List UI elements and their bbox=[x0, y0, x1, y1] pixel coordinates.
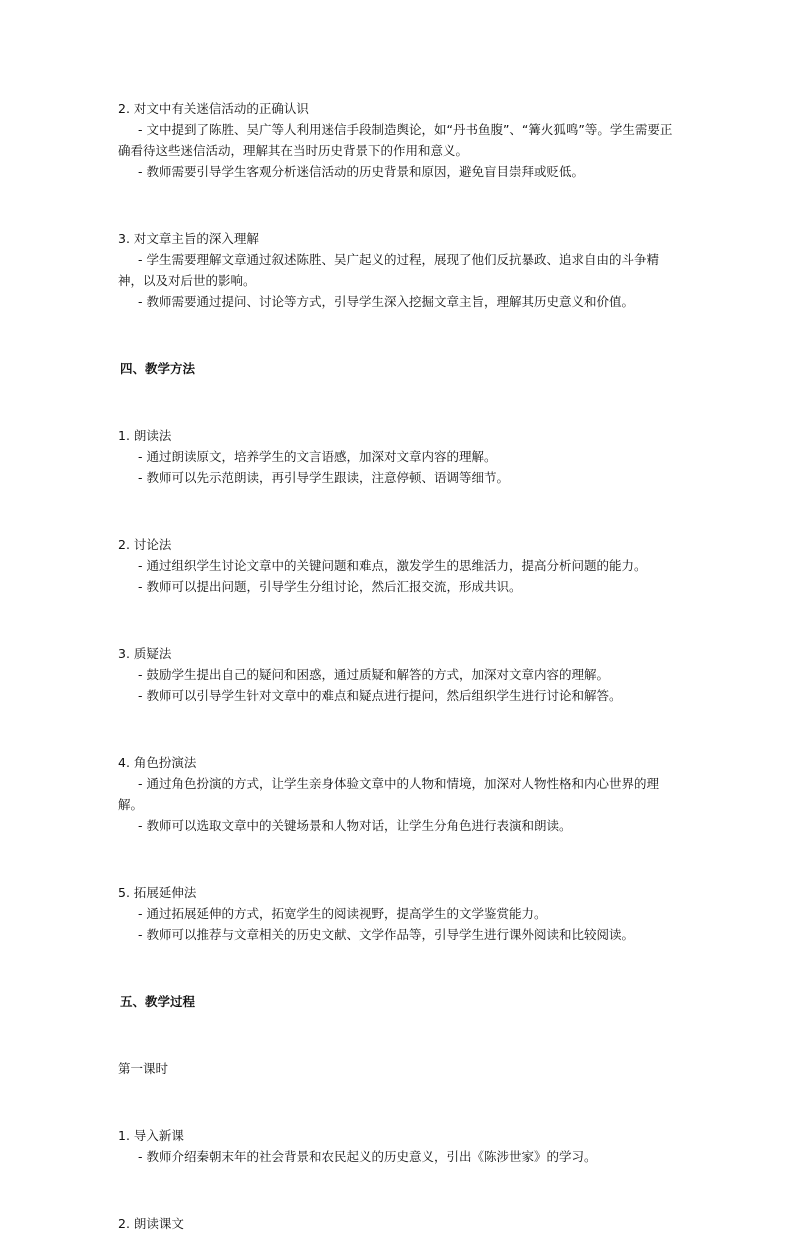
paragraph-gap bbox=[118, 501, 678, 522]
paragraph-gap bbox=[118, 958, 678, 979]
paragraph-gap bbox=[118, 610, 678, 631]
bullet-paragraph: - 通过角色扮演的方式，让学生亲身体验文章中的人物和情境，加深对人物性格和内心世界的理解。 bbox=[118, 776, 659, 812]
bullet-paragraph: - 教师可以选取文章中的关键场景和人物对话，让学生分角色进行表演和朗读。 bbox=[138, 818, 572, 833]
section-heading: 四、教学方法 bbox=[120, 361, 196, 376]
bullet-paragraph: - 教师可以先示范朗读，再引导学生跟读，注意停顿、语调等细节。 bbox=[138, 470, 509, 485]
bullet-paragraph: - 教师需要引导学生客观分析迷信活动的历史背景和原因，避免盲目崇拜或贬低。 bbox=[138, 164, 584, 179]
bullet-paragraph: - 学生需要理解文章通过叙述陈胜、吴广起义的过程，展现了他们反抗暴政、追求自由的斗争精神，以及对后世的影响。 bbox=[118, 252, 659, 288]
numbered-item: 3. 对文章主旨的深入理解 bbox=[118, 231, 259, 246]
bullet-paragraph: - 教师可以提出问题，引导学生分组讨论，然后汇报交流，形成共识。 bbox=[138, 579, 522, 594]
paragraph-gap bbox=[118, 719, 678, 740]
numbered-item: 2. 朗读课文 bbox=[118, 1216, 184, 1231]
numbered-item: 1. 朗读法 bbox=[118, 428, 172, 443]
bullet-paragraph: - 通过拓展延伸的方式，拓宽学生的阅读视野，提高学生的文学鉴赏能力。 bbox=[138, 906, 547, 921]
paragraph-gap bbox=[118, 195, 678, 216]
numbered-item: 4. 角色扮演法 bbox=[118, 755, 197, 770]
bullet-paragraph: - 通过组织学生讨论文章中的关键问题和难点，激发学生的思维活力，提高分析问题的能力。 bbox=[138, 558, 647, 573]
paragraph-gap bbox=[118, 392, 678, 413]
paragraph-gap bbox=[118, 1180, 678, 1201]
bullet-paragraph: - 鼓励学生提出自己的疑问和困惑，通过质疑和解答的方式，加深对文章内容的理解。 bbox=[138, 667, 609, 682]
paragraph-gap bbox=[118, 325, 678, 346]
bullet-paragraph: - 教师可以引导学生针对文章中的难点和疑点进行提问，然后组织学生进行讨论和解答。 bbox=[138, 688, 622, 703]
numbered-item: 5. 拓展延伸法 bbox=[118, 885, 197, 900]
paragraph-gap bbox=[118, 1092, 678, 1113]
section-heading: 五、教学过程 bbox=[120, 994, 196, 1009]
numbered-item: 3. 质疑法 bbox=[118, 646, 172, 661]
bullet-paragraph: - 文中提到了陈胜、吴广等人利用迷信手段制造舆论，如“丹书鱼腹”、“篝火狐鸣”等。学生需要正确看待这些迷信活动，理解其在当时历史背景下的作用和意义。 bbox=[118, 122, 673, 158]
paragraph-gap bbox=[118, 1025, 678, 1046]
paragraph-gap bbox=[118, 849, 678, 870]
numbered-item: 2. 对文中有关迷信活动的正确认识 bbox=[118, 101, 309, 116]
bullet-paragraph: - 教师介绍秦朝末年的社会背景和农民起义的历史意义，引出《陈涉世家》的学习。 bbox=[138, 1149, 597, 1164]
paragraph: 第一课时 bbox=[118, 1061, 169, 1076]
numbered-item: 2. 讨论法 bbox=[118, 537, 172, 552]
numbered-item: 1. 导入新课 bbox=[118, 1128, 184, 1143]
bullet-paragraph: - 通过朗读原文，培养学生的文言语感，加深对文章内容的理解。 bbox=[138, 449, 497, 464]
document-body bbox=[118, 98, 678, 1234]
bullet-paragraph: - 教师可以推荐与文章相关的历史文献、文学作品等，引导学生进行课外阅读和比较阅读。 bbox=[138, 927, 634, 942]
bullet-paragraph: - 教师需要通过提问、讨论等方式，引导学生深入挖掘文章主旨，理解其历史意义和价值。 bbox=[138, 294, 634, 309]
